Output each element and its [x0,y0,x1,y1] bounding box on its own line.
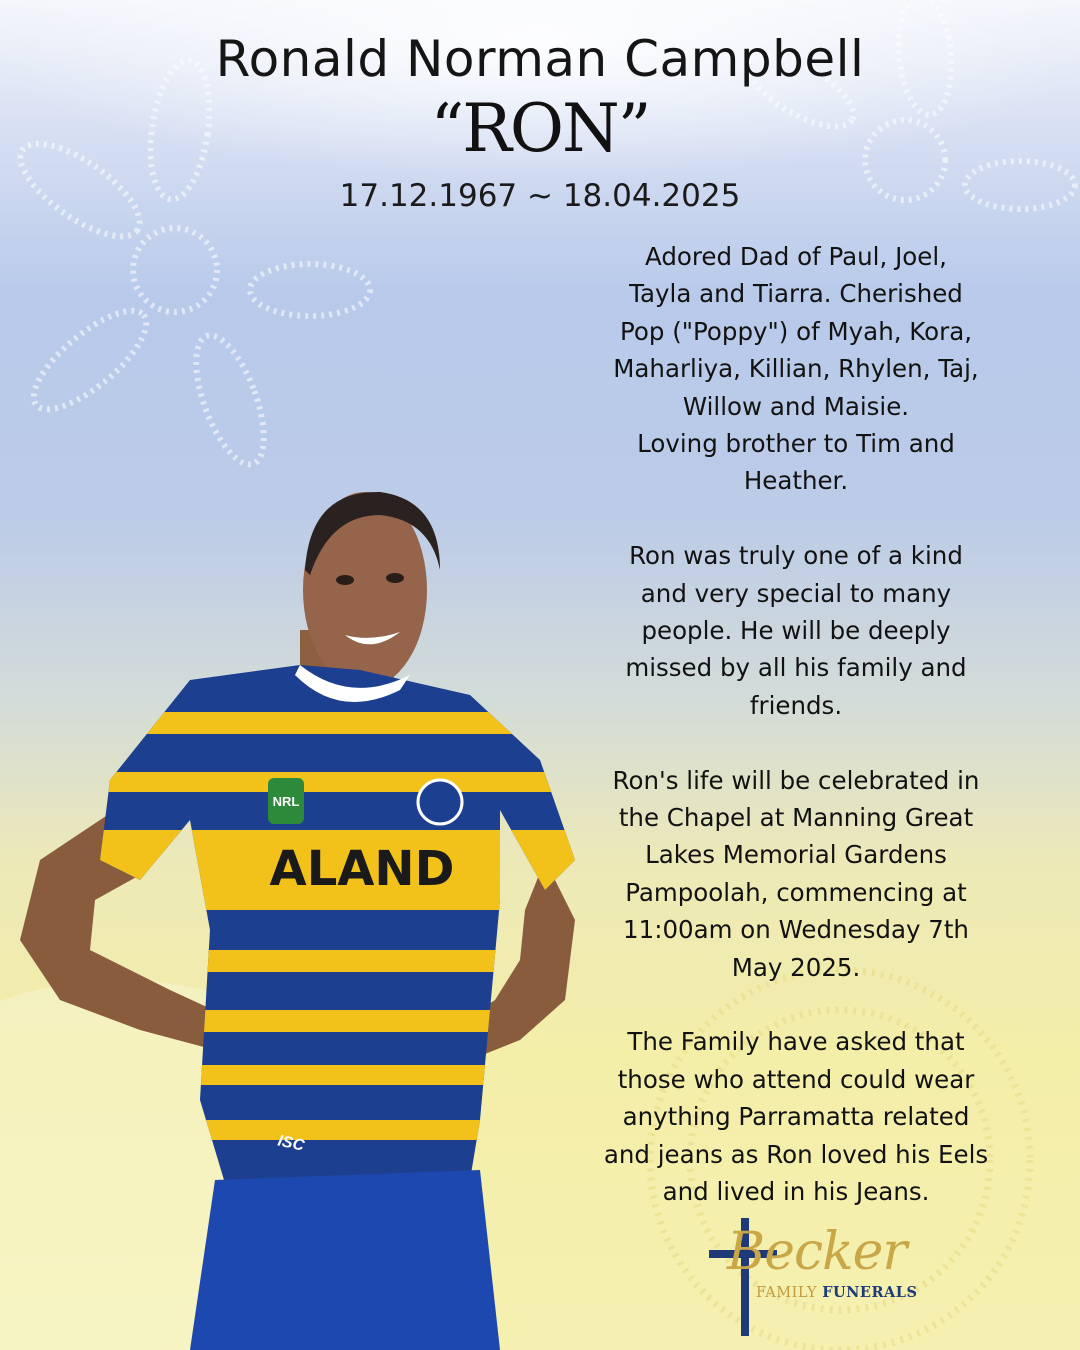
nrl-badge-text: NRL [272,794,300,809]
tribute-paragraph-remembrance [580,537,1012,724]
tribute-text [580,238,1012,1248]
jersey-sponsor-text: ALAND [269,841,455,897]
full-name: Ronald Norman Campbell [215,30,865,88]
eels-crest [418,780,462,824]
tribute-line: Willow and Maisie. [682,391,910,421]
portrait-photo [0,480,600,1350]
tribute-line: Tayla and Tiarra. Cherished [629,279,963,309]
tribute-line: and lived in his Jeans. [662,1177,930,1207]
tribute-line: and jeans as Ron loved his Eels [603,1139,989,1169]
tribute-line: Lakes Memorial Gardens [645,840,947,870]
life-dates: 17.12.1967 ~ 18.04.2025 [339,178,741,214]
tribute-line: Adored Dad of Paul, Joel, [645,242,947,271]
tribute-line: missed by all his family and [625,653,967,683]
tribute-line: Pop ("Poppy") of Myah, Kora, [619,316,973,346]
logo-subtitle [756,1284,917,1301]
nickname: “RON” [430,90,650,167]
tribute-line: 11:00am on Wednesday 7th [623,915,969,945]
tribute-line: anything Parramatta related [622,1102,970,1132]
tribute-line: and very special to many [640,578,952,608]
tribute-paragraph-dress [580,1023,1012,1210]
tribute-line: Maharliya, Killian, Rhylen, Taj, [613,354,979,384]
logo-name: Becker [727,1222,907,1282]
tribute-line: Loving brother to Tim and [637,429,955,459]
logo-sub-blue: FUNERALS [822,1284,918,1301]
logo-sub-gold: FAMILY [756,1285,818,1301]
tribute-paragraph-service [580,762,1012,986]
tribute-line: May 2025. [731,952,861,982]
tribute-line: those who attend could wear [617,1064,975,1094]
tribute-line: Ron was truly one of a kind [629,541,963,571]
tribute-line: Ron's life will be celebrated in [612,765,980,795]
tribute-line: people. He will be deeply [641,616,951,646]
tribute-line: friends. [749,690,843,720]
tribute-line: Heather. [743,466,849,496]
shorts [190,1170,500,1350]
tribute-line: the Chapel at Manning Great [618,803,974,833]
tribute-line: Pampoolah, commencing at [625,877,967,907]
sleeve-brand-text: ISC [276,1132,306,1155]
tribute-line: The Family have asked that [627,1027,965,1057]
tribute-paragraph-family [580,238,1012,500]
